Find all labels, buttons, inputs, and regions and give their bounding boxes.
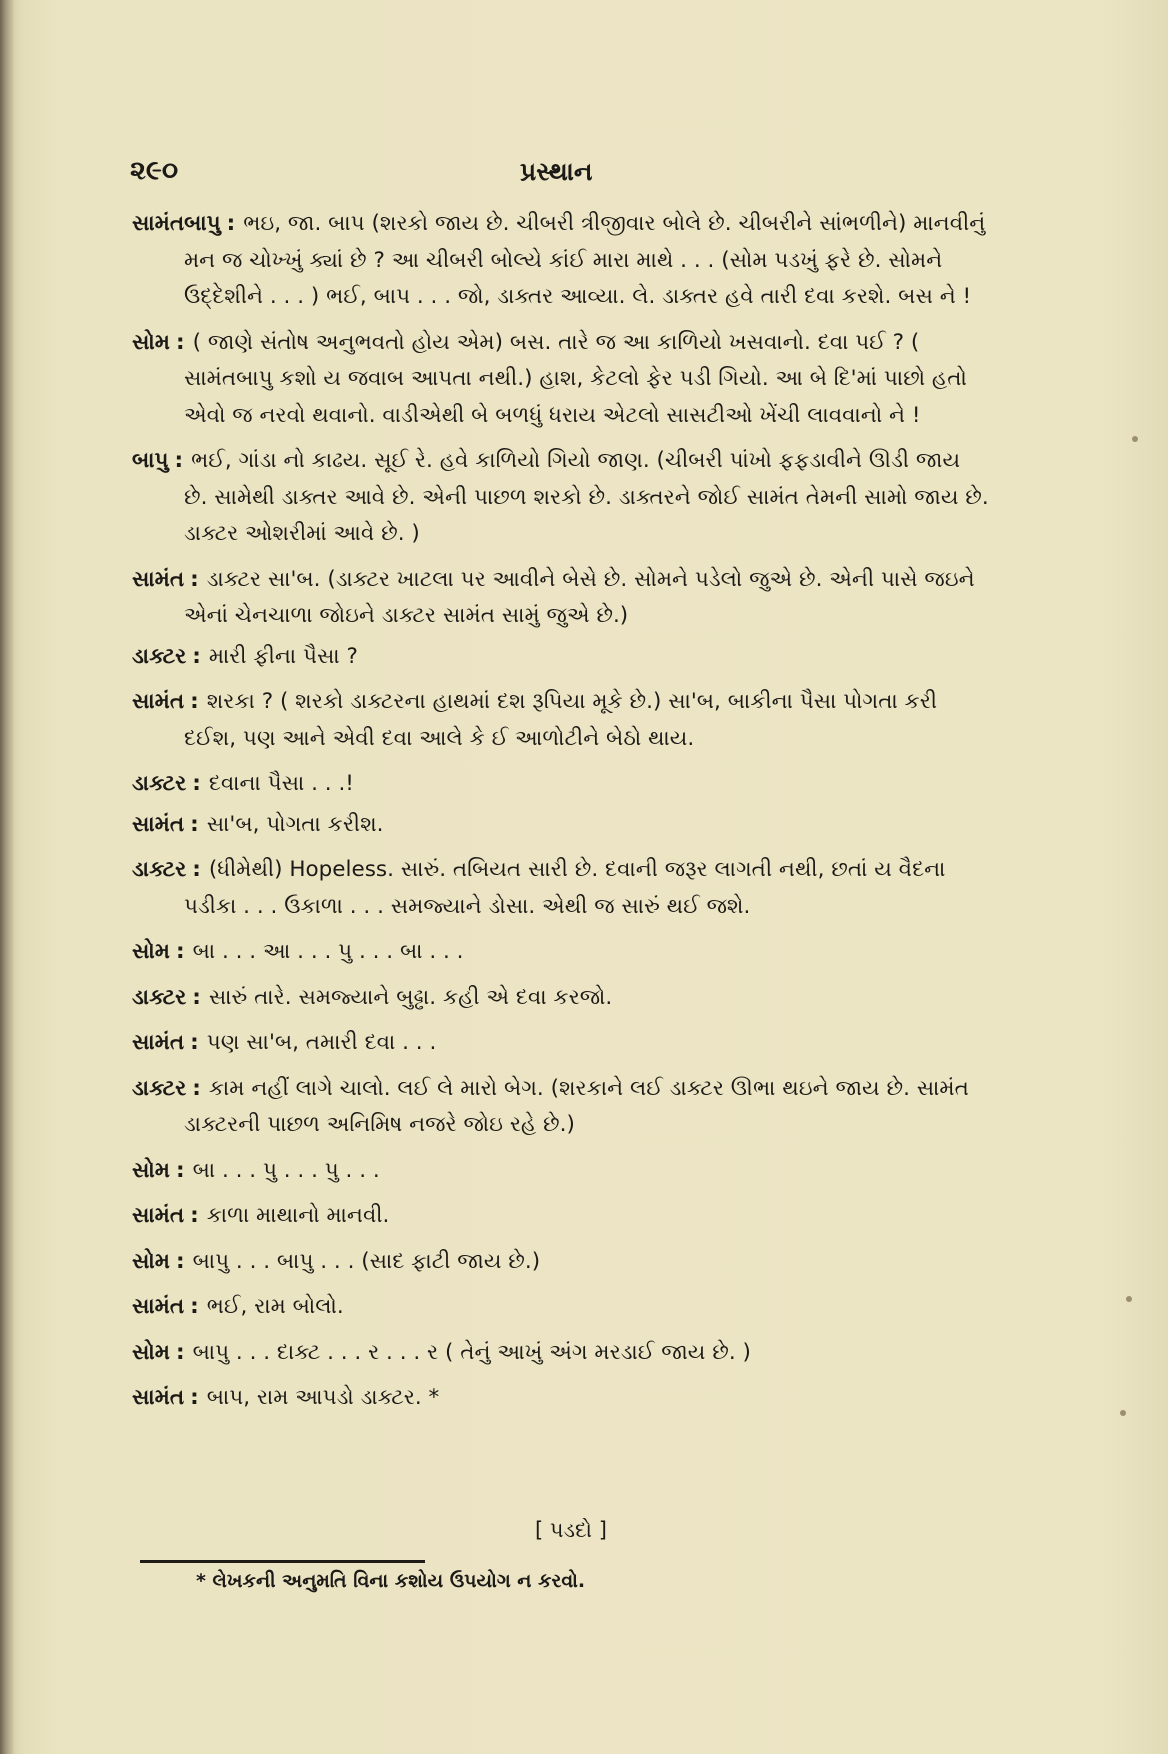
dialogue-turn: ડાક્ટર : દવાના પૈસા . . .! [132, 771, 354, 796]
dialogue-turn: સામંત : સા'બ, પોગતા કરીશ. [132, 811, 384, 837]
dialogue-turn: સામંત : પણ સા'બ, તમારી દવા . . . [132, 1030, 437, 1055]
dialogue-text: કાળા માથાનો માનવી. [206, 1203, 390, 1228]
speaker-name: સોમ [132, 1339, 170, 1365]
dialogue-turn: સોમ : બા . . . પુ . . . પુ . . . [132, 1157, 380, 1183]
page-header [130, 155, 990, 195]
footnote: * લેખકની અનુમતિ વિના કશોય ઉપયોગ ન કરવો. [196, 1570, 586, 1592]
dialogue-text: ડાક્ટર સા'બ. (ડાક્ટર ખાટલા પર આવીને બેસે છે. સોમને પડેલો જુએ છે. એની પાસે જઇને એનાં ચેનચાળા જોઇને ડાક્ટર સામંત સામું જુએ છે.) [184, 566, 975, 628]
dialogue-turn: સામંતબાપુ : ભઇ, જા. બાપ (શરકો જાય છે. ચીબરી ત્રીજીવાર બોલે છે. ચીબરીને સાંભળીને) માનવીનું મન જ ચોખ્ખું ક્યાં છે ? આ ચીબરી બોલ્યે કાંઈ મારા માથે . . . (સોમ પડખું ફરે છે. સોમને ઉદ્દેશીને . . . ) ભઈ, બાપ . . . જો, ડાક્તર આવ્યા. લે. ડાક્તર હવે તારી દવા કરશે. બસ ને ! [132, 211, 986, 309]
dialogue-body [132, 206, 990, 1426]
dialogue-text: બાપુ . . . દાક્ટ . . . ર . . . ર ( તેનું આખું અંગ મરડાઈ જાય છે. ) [192, 1339, 751, 1365]
speaker-name: સામંત [132, 566, 185, 592]
dialogue-text: મારી ફીના પૈસા ? [208, 643, 358, 669]
running-title: પ્રસ્થાન [520, 157, 593, 186]
speaker-name: સામંત [132, 1294, 185, 1319]
page-number: ૨૯૦ [130, 155, 179, 186]
dialogue-turn: ડાક્ટર : કામ નહીં લાગે ચાલો. લઈ લે મારો બેગ. (શરકાને લઈ ડાક્ટર ઊભા થઇને જાય છે. સામંત ડાક્ટરની પાછળ અનિમિષ નજરે જોઇ રહે છે.) [132, 1075, 969, 1137]
dialogue-turn: સામંત : ડાક્ટર સા'બ. (ડાક્ટર ખાટલા પર આવીને બેસે છે. સોમને પડેલો જુએ છે. એની પાસે જઇને એનાં ચેનચાળા જોઇને ડાક્ટર સામંત સામું જુએ છે.) [132, 566, 975, 628]
dialogue-text: ( જાણે સંતોષ અનુભવતો હોય એમ) બસ. તારે જ આ કાળિયો ખસવાનો. દવા પઈ ? ( સામંતબાપુ કશો ય જવાબ આપતા નથી.) હાશ, કેટલો ફેર પડી ગિયો. આ બે દિ'માં પાછો હતો એવો જ નરવો થવાનો. વાડીએથી બે બળધું ધરાય એટલો સાસટીઓ ખેંચી લાવવાનો ને ! [184, 329, 967, 428]
speaker-name: સોમ [132, 1248, 170, 1274]
speaker-name: સામંત [132, 1030, 185, 1055]
dialogue-text: સારું તારે. સમજ્યાને બુઢ્ઢા. કહી એ દવા કરજો. [208, 984, 613, 1010]
paper-speck [1120, 1410, 1126, 1416]
dialogue-turn: સામંત : શરકા ? ( શરકો ડાક્ટરના હાથમાં દશ રૂપિયા મૂકે છે.) સા'બ, બાકીના પૈસા પોગતા કરી દઈશ, પણ આને એવી દવા આલે કે ઈ આળોટીને બેઠો થાય. [132, 689, 938, 751]
speaker-name: ડાક્ટર [132, 643, 187, 669]
dialogue-turn: ડાક્ટર : મારી ફીના પૈસા ? [132, 643, 358, 669]
dialogue-turn: સોમ : બા . . . આ . . . પુ . . . બા . . . [132, 939, 464, 964]
dialogue-text: બા . . . પુ . . . પુ . . . [192, 1157, 380, 1183]
speaker-name: સામંત [132, 811, 185, 837]
dialogue-text: પણ સા'બ, તમારી દવા . . . [206, 1030, 437, 1055]
speaker-name: સોમ [132, 939, 170, 964]
speaker-name: બાપુ [132, 448, 169, 473]
dialogue-text: (ધીમેથી) Hopeless. સારું. તબિયત સારી છે. દવાની જરૂર લાગતી નથી, છતાં ય વૈદના પડીકા . . . ઉકાળા . . . સમજ્યાને ડોસા. એથી જ સારું થઈ જશે. [184, 857, 946, 919]
speaker-name: ડાક્ટર [132, 984, 187, 1010]
dialogue-turn: સામંત : કાળા માથાનો માનવી. [132, 1203, 390, 1228]
dialogue-turn: બાપુ : ભઈ, ગાંડા નો કાઢય. સૂઈ રે. હવે કાળિયો ગિયો જાણ. (ચીબરી પાંખો ફફડાવીને ઊડી જાય છે. સામેથી ડાક્તર આવે છે. એની પાછળ શરકો છે. ડાક્તરને જોઈ સામંત તેમની સામો જાય છે. ડાક્ટર ઓશરીમાં આવે છે. ) [132, 448, 989, 546]
speaker-name: ડાક્ટર [132, 1075, 187, 1101]
curtain-stage-direction: [ પડદો ] [535, 1518, 607, 1542]
speaker-name: સામંતબાપુ [132, 211, 221, 236]
speaker-name: સોમ [132, 1157, 170, 1183]
dialogue-text: દવાના પૈસા . . .! [208, 771, 354, 796]
dialogue-text: કામ નહીં લાગે ચાલો. લઈ લે મારો બેગ. (શરકાને લઈ ડાક્ટર ઊભા થઇને જાય છે. સામંત ડાક્ટરની પાછળ અનિમિષ નજરે જોઇ રહે છે.) [184, 1075, 969, 1137]
dialogue-text: ભઈ, રામ બોલો. [206, 1294, 344, 1319]
speaker-name: સોમ [132, 329, 170, 355]
paper-speck [1126, 1296, 1132, 1302]
dialogue-turn: સોમ : ( જાણે સંતોષ અનુભવતો હોય એમ) બસ. તારે જ આ કાળિયો ખસવાનો. દવા પઈ ? ( સામંતબાપુ કશો ય જવાબ આપતા નથી.) હાશ, કેટલો ફેર પડી ગિયો. આ બે દિ'માં પાછો હતો એવો જ નરવો થવાનો. વાડીએથી બે બળધું ધરાય એટલો સાસટીઓ ખેંચી લાવવાનો ને ! [132, 329, 967, 428]
dialogue-text: બા . . . આ . . . પુ . . . બા . . . [192, 939, 464, 964]
book-spine-edge [0, 0, 14, 1754]
dialogue-text: શરકા ? ( શરકો ડાક્ટરના હાથમાં દશ રૂપિયા મૂકે છે.) સા'બ, બાકીના પૈસા પોગતા કરી દઈશ, પણ આને એવી દવા આલે કે ઈ આળોટીને બેઠો થાય. [184, 689, 938, 751]
speaker-name: સામંત [132, 689, 185, 714]
speaker-name: સામંત [132, 1203, 185, 1228]
paper-speck [1132, 436, 1138, 442]
dialogue-text: સા'બ, પોગતા કરીશ. [206, 811, 384, 837]
speaker-name: ડાક્ટર [132, 857, 187, 882]
dialogue-turn: સામંત : ભઈ, રામ બોલો. [132, 1294, 344, 1319]
dialogue-text: ભઇ, જા. બાપ (શરકો જાય છે. ચીબરી ત્રીજીવાર બોલે છે. ચીબરીને સાંભળીને) માનવીનું મન જ ચોખ્ખું ક્યાં છે ? આ ચીબરી બોલ્યે કાંઈ મારા માથે . . . (સોમ પડખું ફરે છે. સોમને ઉદ્દેશીને . . . ) ભઈ, બાપ . . . જો, ડાક્તર આવ્યા. લે. ડાક્તર હવે તારી દવા કરશે. બસ ને ! [184, 211, 986, 309]
dialogue-turn: સોમ : બાપુ . . . દાક્ટ . . . ર . . . ર ( તેનું આખું અંગ મરડાઈ જાય છે. ) [132, 1339, 751, 1365]
dialogue-text: બાપુ . . . બાપુ . . . (સાદ ફાટી જાય છે.) [192, 1248, 541, 1274]
speaker-name: સામંત [132, 1385, 185, 1410]
dialogue-turn: ડાક્ટર : (ધીમેથી) Hopeless. સારું. તબિયત સારી છે. દવાની જરૂર લાગતી નથી, છતાં ય વૈદના પડીકા . . . ઉકાળા . . . સમજ્યાને ડોસા. એથી જ સારું થઈ જશે. [132, 857, 946, 919]
dialogue-turn: સામંત : બાપ, રામ આપડો ડાક્ટર. * [132, 1385, 440, 1410]
footnote-divider [140, 1560, 425, 1563]
dialogue-text: બાપ, રામ આપડો ડાક્ટર. * [206, 1385, 440, 1410]
dialogue-turn: સોમ : બાપુ . . . બાપુ . . . (સાદ ફાટી જાય છે.) [132, 1248, 541, 1274]
speaker-name: ડાક્ટર [132, 771, 187, 796]
dialogue-text: ભઈ, ગાંડા નો કાઢય. સૂઈ રે. હવે કાળિયો ગિયો જાણ. (ચીબરી પાંખો ફફડાવીને ઊડી જાય છે. સામેથી ડાક્તર આવે છે. એની પાછળ શરકો છે. ડાક્તરને જોઈ સામંત તેમની સામો જાય છે. ડાક્ટર ઓશરીમાં આવે છે. ) [184, 448, 989, 546]
dialogue-turn: ડાક્ટર : સારું તારે. સમજ્યાને બુઢ્ઢા. કહી એ દવા કરજો. [132, 984, 613, 1010]
